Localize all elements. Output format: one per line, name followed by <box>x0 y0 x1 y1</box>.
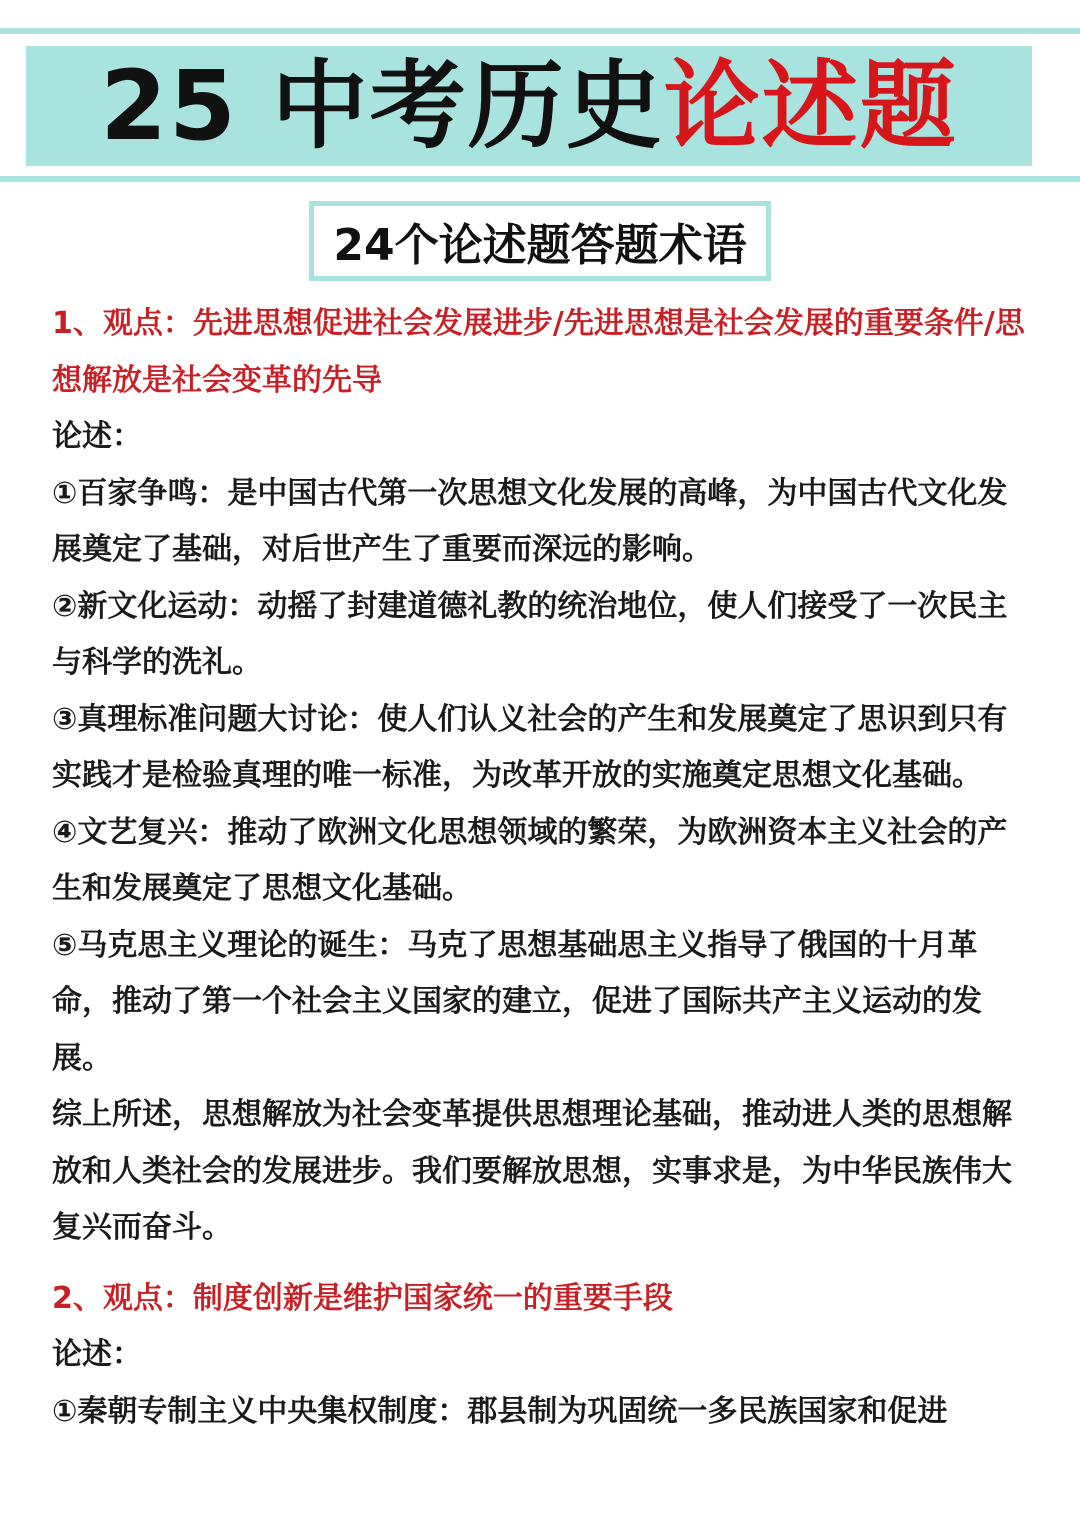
bottom-divider <box>0 176 1080 182</box>
section-1-point: ②新文化运动：动摇了封建道德礼教的统治地位，使人们接受了一次民主与科学的洗礼。 <box>52 588 1008 680</box>
section-2-viewpoint: 2、观点：制度创新是维护国家统一的重要手段 <box>52 1280 673 1316</box>
subtitle-box <box>309 201 771 281</box>
section-1-point: ⑤马克思主义理论的诞生：马克了思想基础思主义指导了俄国的十月革命，推动了第一个社会主义国家的建立，促进了国际共产主义运动的发展。 <box>52 927 982 1076</box>
section-1-conclusion: 综上所述，思想解放为社会变革提供思想理论基础，推动进人类的思想解放和人类社会的发展进步。我们要解放思想，实事求是，为中华民族伟大复兴而奋斗。 <box>52 1097 1012 1245</box>
section-1-viewpoint: 1、观点：先进思想促进社会发展进步/先进思想是社会发展的重要条件/思想解放是社会变革的先导 <box>52 306 1025 398</box>
top-divider <box>0 28 1080 34</box>
section-2-point: ①秦朝专制主义中央集权制度：郡县制为巩固统一多民族国家和促进 <box>52 1393 948 1429</box>
section-gap <box>52 1257 1032 1271</box>
title-number: 25 <box>100 50 238 162</box>
section-2-argument-label: 论述： <box>52 1337 142 1372</box>
subtitle: 24个论述题答题术语 <box>333 220 747 271</box>
title-banner <box>26 46 1032 166</box>
title-main: 中考历史 <box>271 50 664 162</box>
section-1-point: ④文艺复兴：推动了欧洲文化思想领域的繁荣，为欧洲资本主义社会的产生和发展奠定了思想文化基础。 <box>52 814 1008 906</box>
section-1-point: ①百家争鸣：是中国古代第一次思想文化发展的高峰，为中国古代文化发展奠定了基础，对后世产生了重要而深远的影响。 <box>52 475 1008 567</box>
section-1-point: ③真理标准问题大讨论：使人们认义社会的产生和发展奠定了思识到只有实践才是检验真理的唯一标准，为改革开放的实施奠定思想文化基础。 <box>52 701 1008 793</box>
content <box>52 296 1032 1440</box>
section-1-argument-label: 论述： <box>52 419 142 454</box>
title-highlight: 论述题 <box>663 50 958 162</box>
